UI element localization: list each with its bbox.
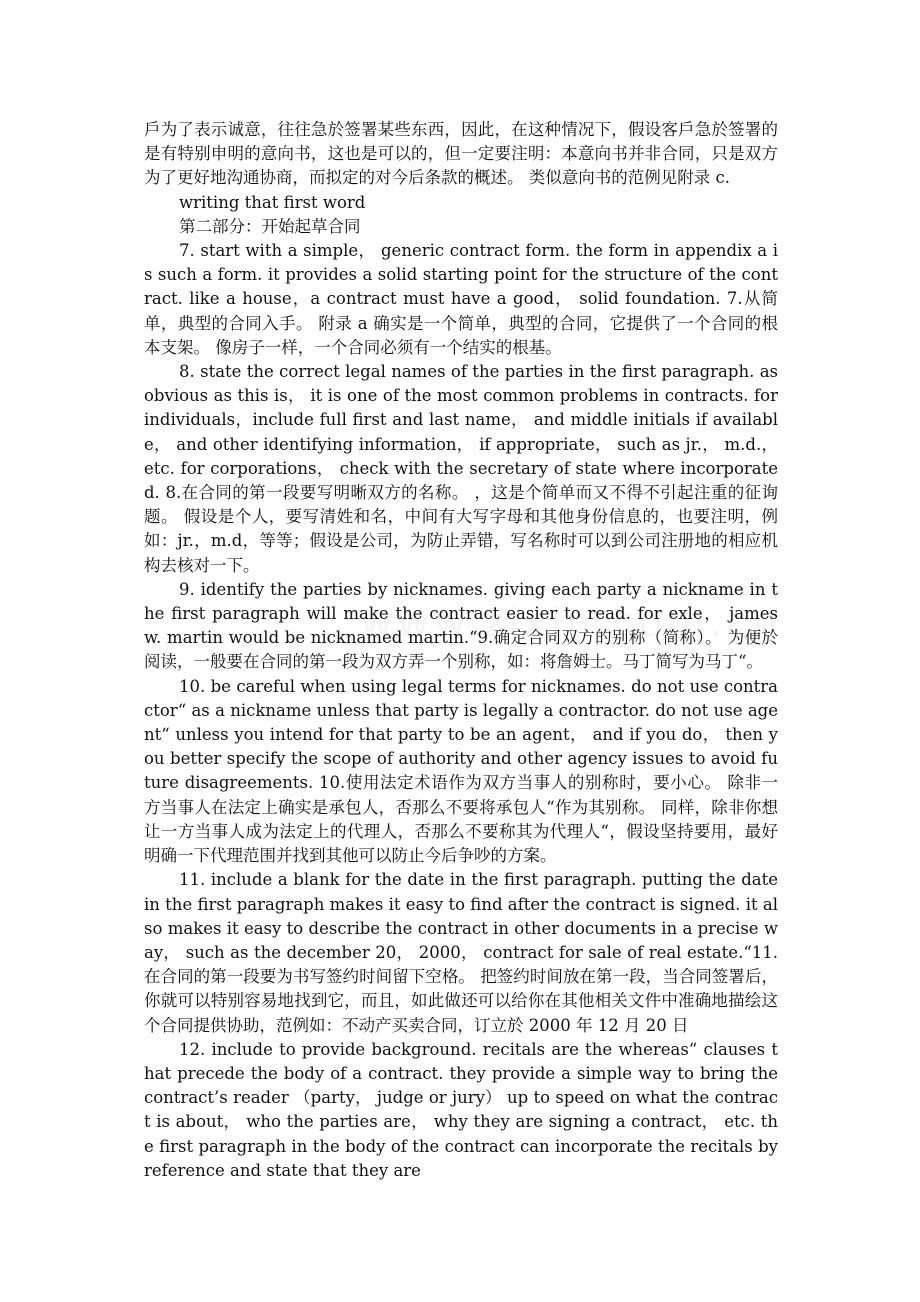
paragraph-item-11: 11. include a blank for the date in the first paragraph. putting the date in the first paragraph makes it easy to find after the contract is signed. it also makes it easy to describe the contract in other documents in a precise way， such as the december 20， 2000， contract for sale of real estate.“11.在合同的第一段要为书写签约时间留下空格。 把签约时间放在第一段，当合同签署后，你就可以特别容易地找到它，而且，如此做还可以给你在其他相关文件中准确地描绘这个合同提供协助，范例如：不动产买卖合同，订立於 2000 年 12 月 20 日 <box>144 870 778 1035</box>
paragraph-item-8: 8. state the correct legal names of the parties in the first paragraph. as obvious as this is， it is one of the most common problems in contracts. for individuals，include full first and last name， and middle initials if available， and other identifying information， if appropriate， such as jr.， m.d.， etc. for corporations， check with the secretary of state where incorporated. 8.在合同的第一段要写明晰双方的名称。 ，这是个简单而又不得不引起注重的征询题。 假设是个人，要写清姓和名，中间有大写字母和其他身份信息的，也要注明，例如：jr.，m.d，等等；假设是公司，为防止弄错，写名称时可以到公司注册地的相应机构去核对一下。 <box>144 362 778 575</box>
paragraph-section-heading-en: writing that first word <box>179 192 366 212</box>
paragraph-item-7: 7. start with a simple， generic contract form. the form in appendix a is such a form. it provides a solid starting point for the structure of the contract. like a house，a contract must have a good， solid foundation. 7.从简单，典型的合同入手。 附录 a 确实是一个简单，典型的合同，它提供了一个合同的根本支架。 像房子一样，一个合同必须有一个结实的根基。 <box>144 241 778 357</box>
document-page <box>144 118 778 1183</box>
paragraph-item-10: 10. be careful when using legal terms for nicknames. do not use contractor“ as a nickname unless that party is legally a contractor. do not use agent“ unless you intend for that party to be an agent， and if you do， then you better specify the scope of authority and other agency issues to avoid future disagreements. 10.使用法定术语作为双方当事人的别称时，要小心。 除非一方当事人在法定上确实是承包人，否那么不要将承包人“作为其别称。 同样，除非你想让一方当事人成为法定上的代理人，否那么不要称其为代理人“，假设坚持要用，最好明确一下代理范围并找到其他可以防止今后争吵的方案。 <box>144 676 778 866</box>
paragraph-item-12: 12. include to provide background. recitals are the whereas“ clauses that precede the body of a contract. they provide a simple way to bring the contract’s reader （party， judge or jury） up to speed on what the contract is about， who the parties are， why they are signing a contract， etc. the first paragraph in the body of the contract can incorporate the recitals by reference and state that they are <box>144 1039 778 1180</box>
paragraph-section-heading-zh: 第二部分：开始起草合同 <box>179 216 361 236</box>
paragraph-intro: 戶为了表示诚意，往往急於签署某些东西，因此，在这种情况下，假设客戶急於签署的是有特别申明的意向书，这也是可以的，但一定要注明：本意向书并非合同，只是双方为了更好地沟通协商，而拟定的对今后条款的概述。 类似意向书的范例见附录 c. <box>144 120 778 188</box>
paragraph-item-9: 9. identify the parties by nicknames. giving each party a nickname in the first paragraph will make the contract easier to read. for exle， james w. martin would be nicknamed martin.“9.确定合同双方的别称（简称）。 为便於阅读，一般要在合同的第一段为双方弄一个别称，如：将詹姆士。马丁简写为马丁“。 <box>144 579 778 672</box>
